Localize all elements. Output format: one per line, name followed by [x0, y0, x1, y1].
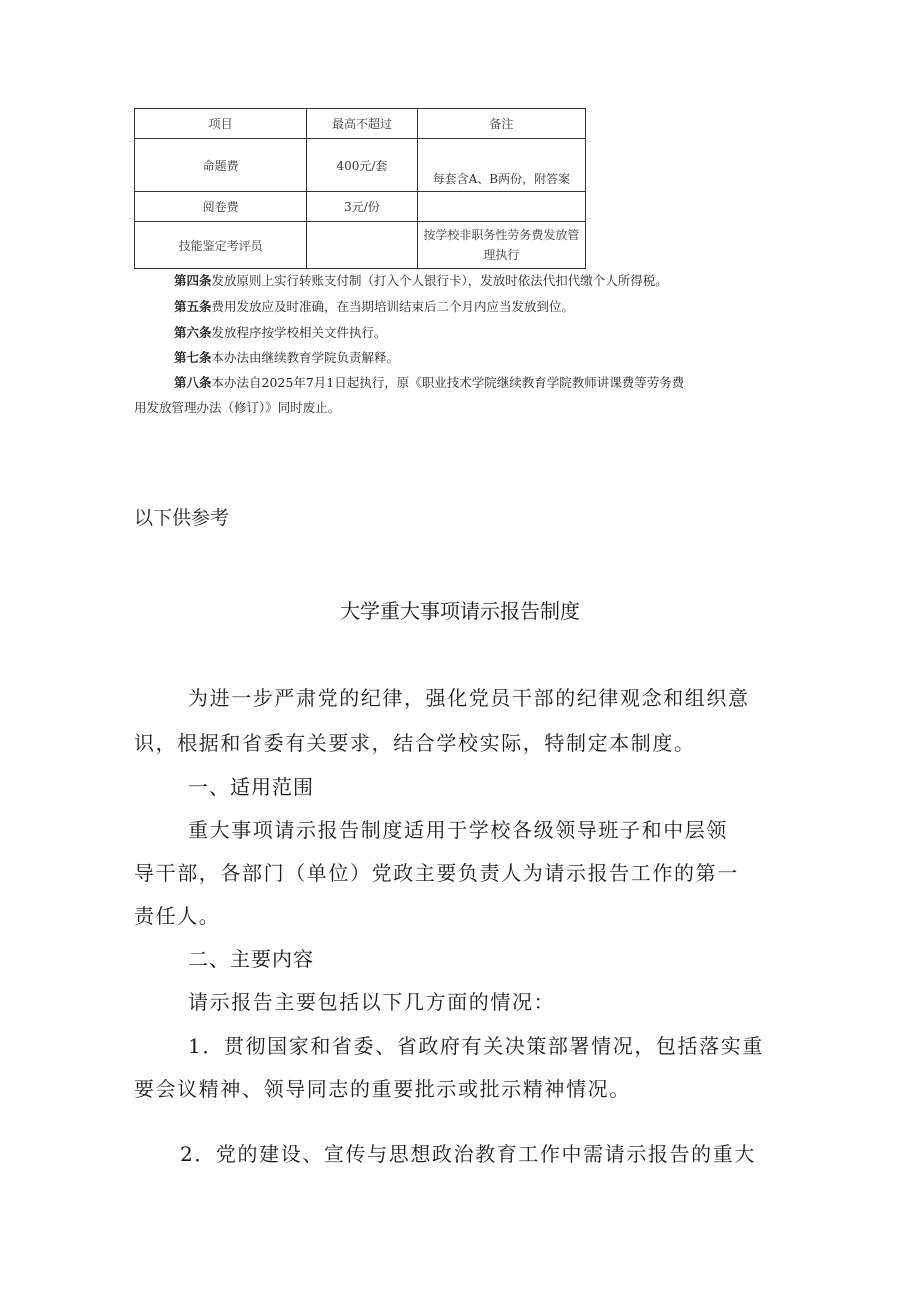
section-paragraph-line: 请示报告主要包括以下几方面的情况： [188, 990, 556, 1014]
table-cell: 命题费 [135, 139, 307, 192]
section-paragraph-line: 责任人。 [134, 904, 221, 928]
article-text: 发放程序按学校相关文件执行。 [211, 325, 387, 340]
section-heading: 一、适用范围 [188, 775, 314, 799]
reference-note: 以下供参考 [134, 507, 230, 529]
section-heading: 二、主要内容 [188, 947, 314, 971]
list-item-line: 2．党的建设、宣传与思想政治教育工作中需请示报告的重大 [180, 1142, 756, 1166]
list-item-line: 1．贯彻国家和省委、省政府有关决策部署情况，包括落实重 [188, 1034, 764, 1058]
table-header-row [135, 109, 586, 139]
article-label: 第四条 [174, 273, 212, 288]
section-paragraph-line: 导干部，各部门（单位）党政主要负责人为请示报告工作的第一 [134, 861, 739, 885]
table-cell: 400元/套 [307, 139, 418, 192]
article-text: 本办法自2025年7月1日起执行，原《职业技术学院继续教育学院教师讲课费等劳务费 [211, 375, 685, 390]
article-text: 发放原则上实行转账支付制（打入个人银行卡），发放时依法代扣代缴个人所得税。 [211, 273, 668, 288]
table-cell [307, 222, 418, 269]
intro-line: 为进一步严肃党的纪律，强化党员干部的纪律观念和组织意 [188, 686, 750, 710]
table-cell: 每套含A、B两份，附答案 [417, 139, 585, 192]
list-item-line: 要会议精神、领导同志的重要批示或批示精神情况。 [134, 1077, 631, 1101]
article-4 [174, 268, 668, 294]
table-row [135, 192, 586, 222]
table-cell: 阅卷费 [135, 192, 307, 222]
table-cell: 按学校非职务性劳务费发放管理执行 [417, 222, 585, 269]
article-7 [174, 345, 399, 371]
table-cell: 技能鉴定考评员 [135, 222, 307, 269]
document-title: 大学重大事项请示报告制度 [340, 599, 580, 623]
article-label: 第七条 [174, 350, 212, 365]
table-row [135, 139, 586, 192]
article-8 [174, 370, 684, 396]
article-8-continuation: 用发放管理办法（修订）》同时废止。 [134, 400, 341, 415]
article-label: 第五条 [174, 299, 212, 314]
table-header-cell: 项目 [135, 109, 307, 139]
table-cell: 3元/份 [307, 192, 418, 222]
article-text: 本办法由继续教育学院负责解释。 [211, 350, 400, 365]
article-5 [174, 294, 574, 320]
intro-line: 识，根据和省委有关要求，结合学校实际，特制定本制度。 [134, 731, 696, 755]
table-row [135, 222, 586, 269]
table-header-cell: 最高不超过 [307, 109, 418, 139]
article-6 [174, 320, 387, 346]
article-label: 第六条 [174, 325, 212, 340]
article-text: 费用发放应及时准确，在当期培训结束后二个月内应当发放到位。 [211, 299, 575, 314]
article-label: 第八条 [174, 375, 212, 390]
fee-standard-table [134, 108, 586, 269]
table-cell [417, 192, 585, 222]
section-paragraph-line: 重大事项请示报告制度适用于学校各级领导班子和中层领 [188, 818, 728, 842]
table-header-cell: 备注 [417, 109, 585, 139]
